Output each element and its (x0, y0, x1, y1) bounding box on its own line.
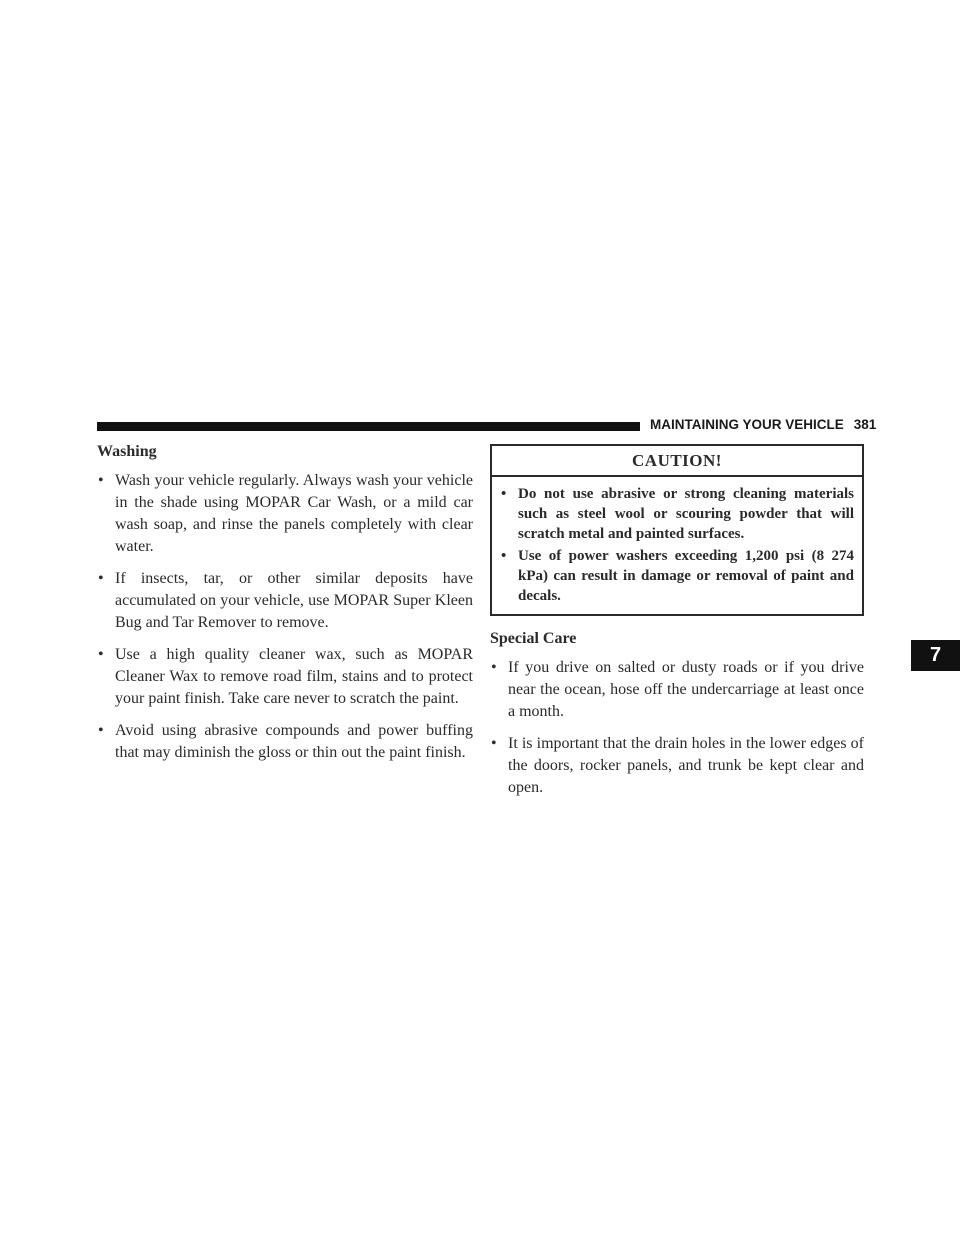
section-title: MAINTAINING YOUR VEHICLE (650, 417, 844, 432)
bullet-icon: • (491, 735, 497, 752)
list-item: • Use of power washers exceeding 1,200 psi (8 274 kPa) can result in damage or removal of paint and decals. (501, 548, 854, 604)
right-column (490, 444, 864, 809)
caution-body (492, 477, 862, 614)
running-header (650, 417, 877, 432)
caution-list (500, 484, 854, 606)
caution-title: CAUTION! (492, 446, 862, 477)
list-item: • Wash your vehicle regularly. Always wash your vehicle in the shade using MOPAR Car Wash, or a mild car wash soap, and rinse the panels completely with clear water. (98, 472, 473, 555)
bullet-icon: • (98, 722, 104, 739)
page-number: 381 (853, 417, 877, 432)
washing-heading: Washing (97, 443, 157, 460)
header-rule (97, 422, 640, 431)
left-column (97, 441, 473, 774)
list-item: • If you drive on salted or dusty roads or if you drive near the ocean, hose off the undercarriage at least once a month. (491, 659, 864, 720)
bullet-icon: • (491, 659, 497, 676)
list-item: • It is important that the drain holes in the lower edges of the doors, rocker panels, and trunk be kept clear and open. (491, 735, 864, 796)
special-care-list (490, 657, 864, 799)
chapter-tab[interactable]: 7 (911, 640, 960, 671)
list-item: • Do not use abrasive or strong cleaning materials such as steel wool or scouring powder that will scratch metal and painted surfaces. (501, 486, 854, 542)
bullet-icon: • (98, 570, 104, 587)
special-care-section (490, 628, 864, 799)
caution-box (490, 444, 864, 616)
bullet-icon: • (501, 548, 507, 564)
list-item: • Avoid using abrasive compounds and power buffing that may diminish the gloss or thin out the paint finish. (98, 722, 473, 761)
washing-list (97, 470, 473, 764)
special-care-heading: Special Care (490, 630, 577, 647)
bullet-icon: • (98, 646, 104, 663)
list-item: • Use a high quality cleaner wax, such as MOPAR Cleaner Wax to remove road film, stains and to protect your paint finish. Take care never to scratch the paint. (98, 646, 473, 707)
list-item: • If insects, tar, or other similar deposits have accumulated on your vehicle, use MOPAR Super Kleen Bug and Tar Remover to remove. (98, 570, 473, 631)
bullet-icon: • (501, 486, 507, 502)
bullet-icon: • (98, 472, 104, 489)
